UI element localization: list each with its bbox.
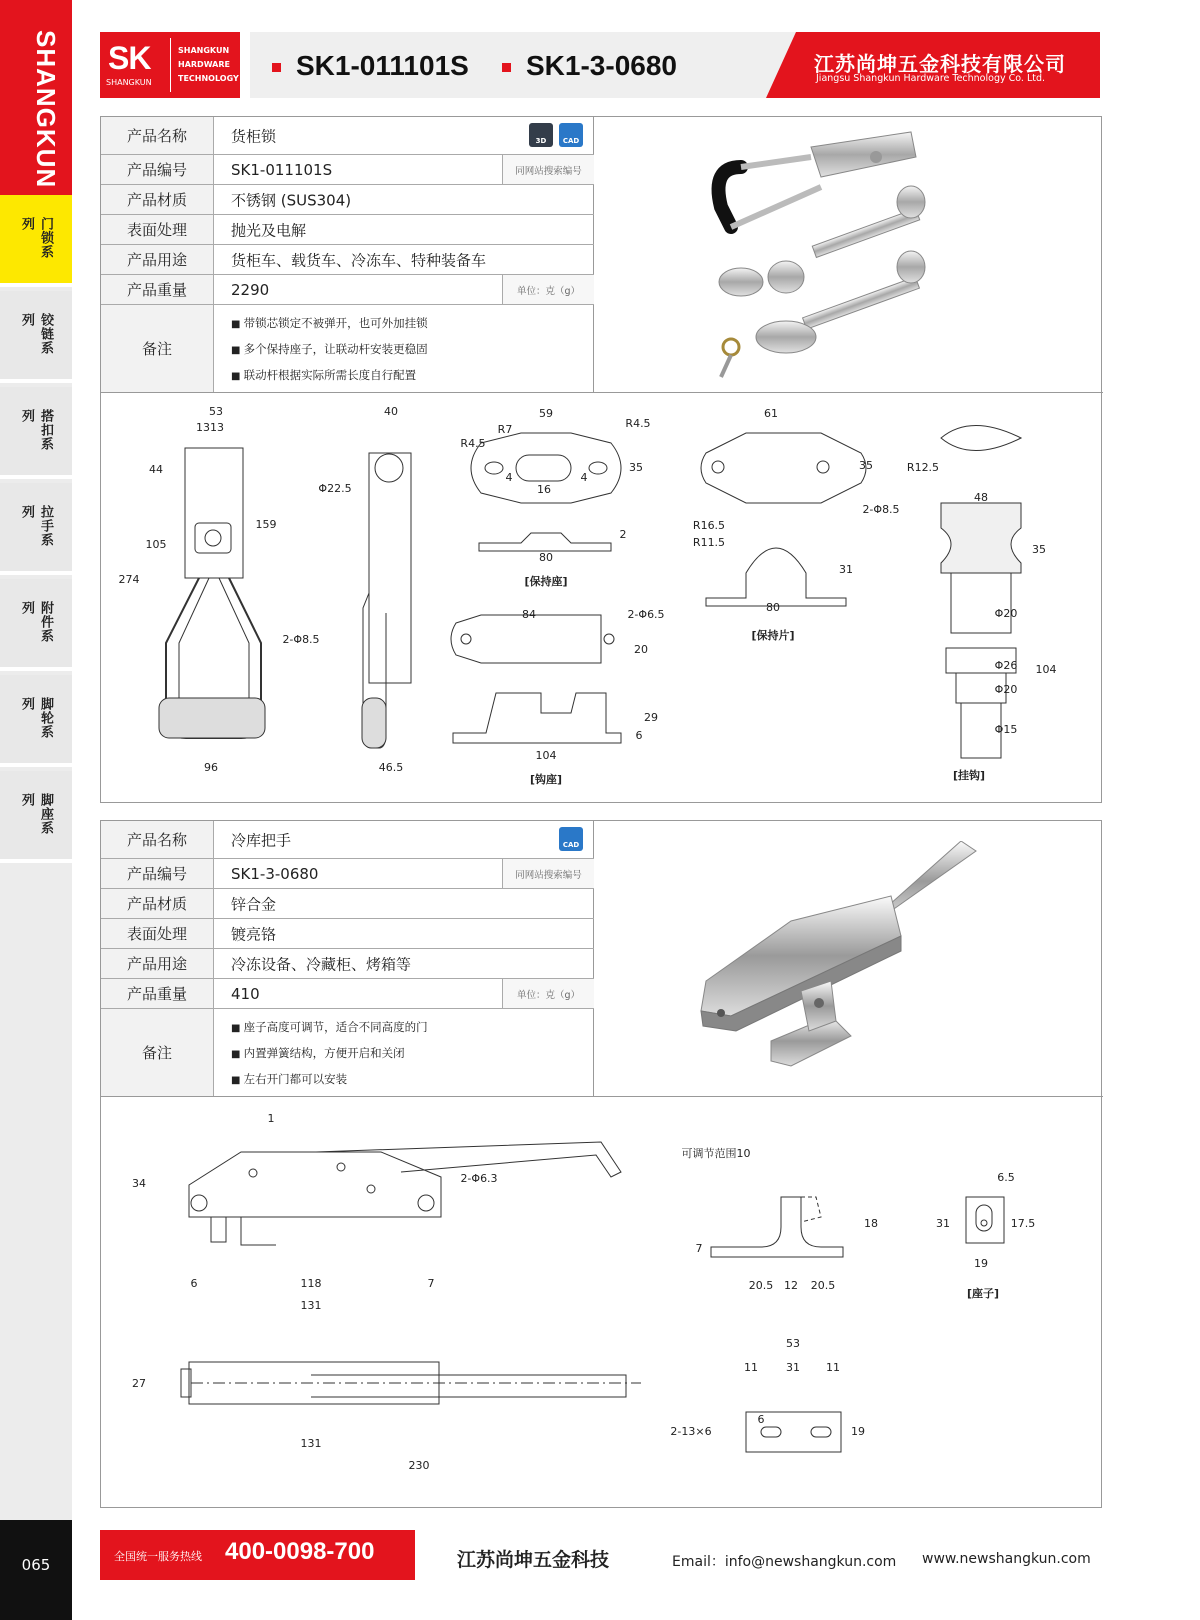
remark-item: ■ 座子高度可调节，适合不同高度的门 <box>231 1015 428 1041</box>
svg-text:31: 31 <box>786 1361 800 1374</box>
svg-text:7: 7 <box>695 1242 703 1255</box>
svg-text:R12.5: R12.5 <box>906 461 940 474</box>
technical-drawings <box>101 1096 1103 1509</box>
svg-text:35: 35 <box>859 459 873 472</box>
svg-text:R11.5: R11.5 <box>692 536 726 549</box>
svg-text:12: 12 <box>784 1279 798 1292</box>
svg-text:Φ26: Φ26 <box>994 659 1018 672</box>
model-number: SK1-3-0680 <box>526 50 677 81</box>
svg-text:2-Φ6.5: 2-Φ6.5 <box>627 608 665 621</box>
svg-text:[保持片]: [保持片] <box>751 629 795 642</box>
page-number-box <box>0 1520 72 1620</box>
svg-text:53: 53 <box>786 1337 800 1350</box>
brand-text: SHANGKUN <box>31 30 61 189</box>
sidebar-item-handles[interactable]: 拉手系列 <box>0 483 72 575</box>
svg-text:13: 13 <box>210 421 224 434</box>
svg-text:R4.5: R4.5 <box>460 437 486 450</box>
model-number: SK1-011101S <box>296 50 469 81</box>
svg-text:105: 105 <box>145 538 167 551</box>
spec-row: 产品用途 货柜车、载货车、冷冻车、特种装备车 <box>101 245 594 275</box>
svg-text:159: 159 <box>255 518 277 531</box>
remark-item: ■ 内置弹簧结构，方便开启和关闭 <box>231 1041 428 1067</box>
svg-text:131: 131 <box>300 1299 322 1312</box>
dimension-labels <box>132 1112 1035 1472</box>
svg-text:[座子]: [座子] <box>966 1287 1000 1300</box>
spec-row-remarks: 备注 ■ 座子高度可调节，适合不同高度的门 ■ 内置弹簧结构，方便开启和关闭 ■ 左右开门都可以安装 <box>101 1009 594 1096</box>
company-name-cn: 江苏尚坤五金科技有限公司 <box>814 52 1066 76</box>
svg-text:11: 11 <box>744 1361 758 1374</box>
svg-text:18: 18 <box>864 1217 878 1230</box>
svg-text:104: 104 <box>1035 663 1057 676</box>
sidebar-item-hinges[interactable]: 铰链系列 <box>0 291 72 383</box>
svg-text:131: 131 <box>300 1437 322 1450</box>
svg-text:4: 4 <box>505 471 513 484</box>
footer-email[interactable]: Email：info@newshangkun.com <box>672 1554 897 1570</box>
sidebar-item-door-locks[interactable]: 门锁系列 <box>0 195 72 287</box>
hotline-number[interactable]: 400-0098-700 <box>225 1538 375 1565</box>
svg-text:20: 20 <box>634 643 648 656</box>
product-section <box>100 116 1102 803</box>
svg-text:11: 11 <box>826 1361 840 1374</box>
category-sidebar <box>0 0 72 1620</box>
product-section <box>100 820 1102 1508</box>
logo-mark: SK <box>108 40 151 76</box>
svg-text:13: 13 <box>196 421 210 434</box>
svg-text:27: 27 <box>132 1377 146 1390</box>
svg-text:1: 1 <box>267 1112 275 1125</box>
svg-text:2-Φ8.5: 2-Φ8.5 <box>862 503 900 516</box>
logo-word: HARDWARE <box>178 60 230 69</box>
svg-text:4: 4 <box>580 471 588 484</box>
spec-table <box>101 117 594 392</box>
remark-item: ■ 左右开门都可以安装 <box>231 1067 428 1093</box>
svg-text:2-Φ8.5: 2-Φ8.5 <box>282 633 320 646</box>
logo-word: SHANGKUN <box>178 46 230 55</box>
svg-text:118: 118 <box>300 1277 322 1290</box>
page-number: 065 <box>21 1556 51 1574</box>
spec-table <box>101 821 594 1096</box>
svg-text:19: 19 <box>974 1257 988 1270</box>
svg-text:80: 80 <box>539 551 553 564</box>
svg-text:7: 7 <box>427 1277 435 1290</box>
spec-row: 产品编号 SK1-3-0680 同网站搜索编号 <box>101 859 594 889</box>
svg-text:35: 35 <box>1032 543 1046 556</box>
svg-text:R16.5: R16.5 <box>692 519 726 532</box>
svg-text:84: 84 <box>522 608 536 621</box>
svg-text:61: 61 <box>764 407 778 420</box>
svg-text:230: 230 <box>408 1459 430 1472</box>
sidebar-item-casters[interactable]: 脚轮系列 <box>0 675 72 767</box>
svg-text:6.5: 6.5 <box>997 1171 1015 1184</box>
logo-sub: SHANGKUN <box>106 78 152 87</box>
spec-row: 产品重量 2290 单位：克（g） <box>101 275 594 305</box>
hotline-banner <box>100 1530 415 1580</box>
svg-text:6: 6 <box>757 1413 765 1426</box>
svg-text:96: 96 <box>204 761 218 774</box>
svg-text:Φ20: Φ20 <box>994 607 1018 620</box>
remark-item: ■ 带锁芯锁定不被弹开，也可外加挂锁 <box>231 311 428 337</box>
spec-row: 表面处理 抛光及电解 <box>101 215 594 245</box>
svg-text:80: 80 <box>766 601 780 614</box>
svg-text:Φ22.5: Φ22.5 <box>318 482 352 495</box>
svg-text:31: 31 <box>936 1217 950 1230</box>
svg-text:104: 104 <box>535 749 557 762</box>
svg-text:20.5: 20.5 <box>810 1279 836 1292</box>
svg-text:29: 29 <box>644 711 658 724</box>
remark-item: ■ 多个保持座子，让联动杆安装更稳固 <box>231 337 428 363</box>
product-photo-container-lock <box>701 127 1001 387</box>
spec-row-remarks: 备注 ■ 带锁芯锁定不被弹开，也可外加挂锁 ■ 多个保持座子，让联动杆安装更稳固 ■ 联动杆根据实际所需长度自行配置 <box>101 305 594 392</box>
svg-text:2-13×6: 2-13×6 <box>670 1425 712 1438</box>
3d-model-icon[interactable]: 3D <box>529 123 553 147</box>
sidebar-item-accessories[interactable]: 附件系列 <box>0 579 72 671</box>
spec-row: 产品名称 冷库把手 <box>101 821 594 859</box>
footer-company: 江苏尚坤五金科技 <box>457 1549 610 1571</box>
svg-text:34: 34 <box>132 1177 146 1190</box>
svg-text:[保持座]: [保持座] <box>524 575 568 588</box>
svg-text:44: 44 <box>149 463 163 476</box>
remark-item: ■ 联动杆根据实际所需长度自行配置 <box>231 363 428 389</box>
svg-text:17.5: 17.5 <box>1010 1217 1036 1230</box>
sidebar-item-latches[interactable]: 搭扣系列 <box>0 387 72 479</box>
spec-row: 产品材质 锌合金 <box>101 889 594 919</box>
hotline-label: 全国统一服务热线 <box>114 1550 202 1563</box>
svg-text:R7: R7 <box>497 423 513 436</box>
spec-row: 产品材质 不锈钢 (SUS304) <box>101 185 594 215</box>
svg-text:可调节范围10: 可调节范围10 <box>681 1147 751 1160</box>
svg-text:2: 2 <box>619 528 627 541</box>
dimension-drawing-set <box>101 1097 1101 1507</box>
svg-text:59: 59 <box>539 407 553 420</box>
cad-download-icon[interactable]: CAD <box>559 123 583 147</box>
dimension-drawing-set <box>101 393 1101 803</box>
svg-text:R4.5: R4.5 <box>625 417 651 430</box>
svg-text:19: 19 <box>851 1425 865 1438</box>
svg-text:6: 6 <box>190 1277 198 1290</box>
spec-row: 产品用途 冷冻设备、冷藏柜、烤箱等 <box>101 949 594 979</box>
technical-drawings <box>101 392 1103 804</box>
svg-text:2-Φ6.3: 2-Φ6.3 <box>460 1172 498 1185</box>
svg-text:16: 16 <box>537 483 551 496</box>
svg-text:48: 48 <box>974 491 988 504</box>
svg-text:6: 6 <box>635 729 643 742</box>
svg-text:Φ15: Φ15 <box>994 723 1018 736</box>
footer-website[interactable]: www.newshangkun.com <box>922 1551 1091 1567</box>
product-photo-cold-storage-handle <box>691 841 1011 1081</box>
cad-download-icon[interactable]: CAD <box>559 827 583 851</box>
svg-text:40: 40 <box>384 405 398 418</box>
sidebar-item-feet[interactable]: 脚座系列 <box>0 771 72 863</box>
company-logo <box>100 32 240 98</box>
svg-text:53: 53 <box>209 405 223 418</box>
company-name-en: Jiangsu Shangkun Hardware Technology Co. Ltd. <box>816 73 1046 84</box>
svg-text:20.5: 20.5 <box>748 1279 774 1292</box>
svg-text:274: 274 <box>118 573 140 586</box>
svg-text:31: 31 <box>839 563 853 576</box>
svg-text:46.5: 46.5 <box>378 761 404 774</box>
brand-vertical <box>0 0 72 195</box>
spec-row: 产品重量 410 单位：克（g） <box>101 979 594 1009</box>
logo-word: TECHNOLOGY <box>178 74 239 83</box>
svg-text:Φ20: Φ20 <box>994 683 1018 696</box>
svg-text:[挂钩]: [挂钩] <box>952 769 986 782</box>
svg-text:[钩座]: [钩座] <box>529 773 563 786</box>
spec-row: 产品名称 货柜锁 <box>101 117 594 155</box>
svg-text:35: 35 <box>629 461 643 474</box>
spec-row: 表面处理 镀亮铬 <box>101 919 594 949</box>
spec-row: 产品编号 SK1-011101S 同网站搜索编号 <box>101 155 594 185</box>
